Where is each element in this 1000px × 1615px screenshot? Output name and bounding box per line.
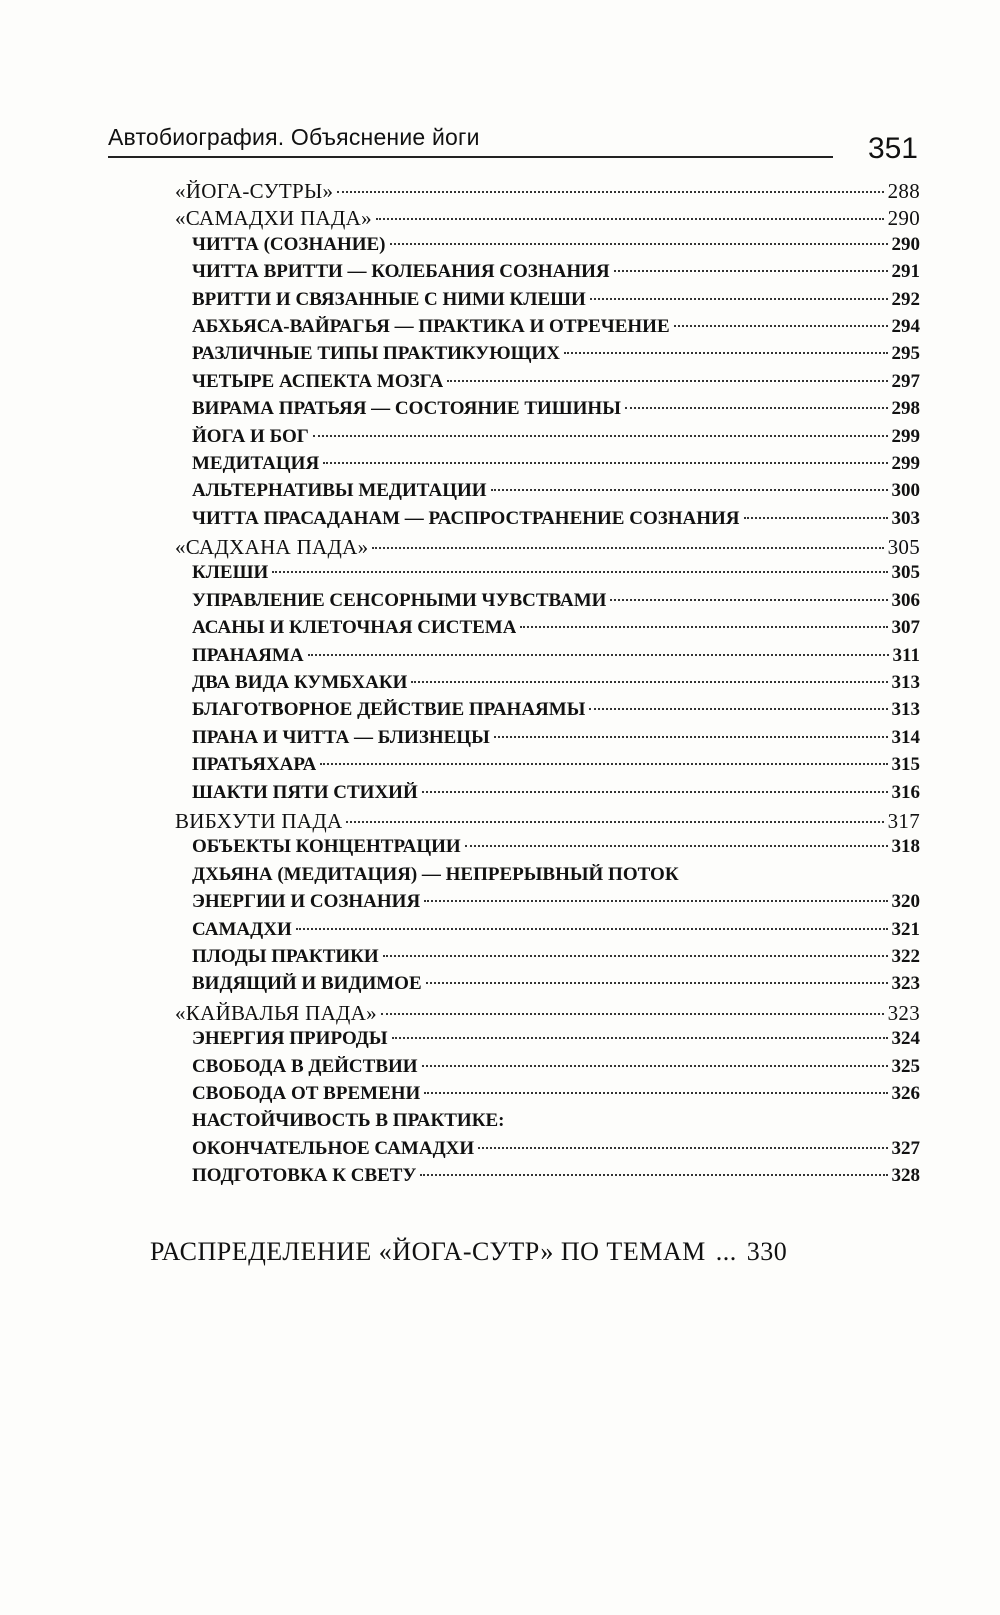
toc-entry	[175, 562, 920, 589]
toc-entry-page: 328	[891, 1165, 920, 1187]
toc-entry	[175, 1110, 920, 1137]
toc-entry-page: 290	[891, 233, 920, 255]
toc-entry	[175, 946, 920, 973]
header-rule	[108, 156, 833, 158]
toc-dot-leader	[372, 547, 883, 549]
toc-dot-leader	[390, 243, 888, 245]
toc-entry	[175, 617, 920, 644]
toc-dot-leader	[411, 681, 887, 683]
toc-entry-page: 306	[891, 589, 920, 611]
toc-entry-page: 311	[892, 644, 920, 666]
toc-final-entry-title: РАСПРЕДЕЛЕНИЕ «ЙОГА-СУТР» ПО ТЕМАМ	[150, 1237, 706, 1266]
toc-final-entry	[150, 1237, 920, 1267]
toc-entry	[175, 782, 920, 809]
toc-entry-page: 297	[891, 370, 920, 392]
toc-entry	[175, 289, 920, 316]
toc-dot-leader	[346, 821, 883, 823]
toc-entry-title: ПРАНА И ЧИТТА — БЛИЗНЕЦЫ	[192, 726, 490, 748]
toc-dot-leader	[426, 982, 888, 984]
toc-entry-title: ОБЪЕКТЫ КОНЦЕНТРАЦИИ	[192, 836, 461, 858]
toc-entry-page: 326	[891, 1082, 920, 1104]
toc-entry	[175, 508, 920, 535]
toc-entry-page: 318	[891, 836, 920, 858]
toc-final-entry-page: 330	[746, 1237, 788, 1266]
toc-entry	[175, 261, 920, 288]
toc-entry-title: ЧЕТЫРЕ АСПЕКТА МОЗГА	[192, 370, 444, 392]
toc-entry-title: НАСТОЙЧИВОСТЬ В ПРАКТИКЕ:	[192, 1110, 505, 1132]
toc-entry-page: 321	[891, 918, 920, 940]
toc-entry-title: «ЙОГА-СУТРЫ»	[175, 179, 334, 203]
toc-entry	[175, 836, 920, 863]
running-header-title: Автобиография. Объяснение йоги	[108, 124, 480, 150]
toc-entry	[175, 1028, 920, 1055]
toc-entry	[175, 919, 920, 946]
toc-entry-page: 295	[891, 343, 920, 365]
toc-entry-page: 317	[887, 808, 920, 833]
toc-dot-leader	[465, 845, 888, 847]
running-header	[108, 120, 918, 164]
toc-dot-leader	[422, 1065, 888, 1067]
toc-entry-title: ДВА ВИДА КУМБХАКИ	[192, 672, 408, 694]
toc-entry-page: 313	[891, 672, 920, 694]
toc-dot-leader	[320, 763, 887, 765]
toc-entry	[175, 480, 920, 507]
toc-entry-title: СВОБОДА В ДЕЙСТВИИ	[192, 1055, 418, 1077]
toc-entry-title: ПЛОДЫ ПРАКТИКИ	[192, 945, 379, 967]
toc-entry-page: 314	[891, 726, 920, 748]
toc-entry-title: РАЗЛИЧНЫЕ ТИПЫ ПРАКТИКУЮЩИХ	[192, 343, 560, 365]
toc-entry-title: ЧИТТА (СОЗНАНИЕ)	[192, 233, 386, 255]
toc-entry-title: МЕДИТАЦИЯ	[192, 452, 320, 474]
toc-entry-title: ПОДГОТОВКА К СВЕТУ	[192, 1165, 417, 1187]
toc-entry-title: АЛЬТЕРНАТИВЫ МЕДИТАЦИИ	[192, 480, 487, 502]
toc-dot-leader	[614, 270, 888, 272]
toc-dot-leader	[478, 1147, 887, 1149]
toc-entry	[175, 1056, 920, 1083]
toc-entry-title: БЛАГОТВОРНОЕ ДЕЙСТВИЕ ПРАНАЯМЫ	[192, 699, 586, 721]
toc-entry-title: «САМАДХИ ПАДА»	[175, 206, 372, 231]
toc-entry-page: 325	[891, 1055, 920, 1077]
toc-dot-leader	[610, 599, 887, 601]
toc-dot-leader	[447, 380, 887, 382]
toc-entry-title: ВИБХУТИ ПАДА	[175, 808, 343, 833]
page-number: 351	[867, 132, 918, 165]
toc-entry	[175, 1001, 920, 1028]
toc-final-entry-separator: ...	[715, 1237, 737, 1266]
toc-dot-leader	[376, 218, 884, 220]
toc-entry-title: ВИРАМА ПРАТЬЯЯ — СОСТОЯНИЕ ТИШИНЫ	[192, 398, 621, 420]
toc-entry	[175, 343, 920, 370]
toc-entry	[175, 316, 920, 343]
toc-entry-page: 299	[891, 452, 920, 474]
toc-entry-title: ОКОНЧАТЕЛЬНОЕ САМАДХИ	[192, 1137, 475, 1159]
toc-entry-title: ЭНЕРГИЯ ПРИРОДЫ	[192, 1028, 388, 1050]
toc-dot-leader	[424, 900, 887, 902]
toc-entry-title: «САДХАНА ПАДА»	[175, 535, 369, 560]
toc-entry-title: ВРИТТИ И СВЯЗАННЫЕ С НИМИ КЛЕШИ	[192, 288, 586, 310]
toc-entry	[175, 672, 920, 699]
toc-entry-title: «КАЙВАЛЬЯ ПАДА»	[175, 1000, 377, 1025]
toc-entry-page: 303	[891, 507, 920, 529]
toc-entry-page: 298	[891, 398, 920, 420]
toc-dot-leader	[422, 791, 888, 793]
toc-entry-title: КЛЕШИ	[192, 562, 269, 584]
toc-entry-title: ЧИТТА ВРИТТИ — КОЛЕБАНИЯ СОЗНАНИЯ	[192, 261, 610, 283]
toc-entry	[175, 973, 920, 1000]
toc-dot-leader	[381, 1013, 884, 1015]
toc-dot-leader	[392, 1037, 888, 1039]
toc-entry-title: ЭНЕРГИИ И СОЗНАНИЯ	[192, 891, 421, 913]
toc-dot-leader	[272, 571, 887, 573]
toc-entry	[175, 234, 920, 261]
toc-entry-page: 316	[891, 781, 920, 803]
toc-entry-page: 307	[891, 617, 920, 639]
toc-entry-title: АБХЬЯСА-ВАЙРАГЬЯ — ПРАКТИКА И ОТРЕЧЕНИЕ	[192, 315, 670, 337]
toc-dot-leader	[424, 1092, 887, 1094]
toc-entry	[175, 699, 920, 726]
toc-entry-page: 299	[891, 425, 920, 447]
toc-dot-leader	[491, 489, 888, 491]
toc-entry-title: ПРАНАЯМА	[192, 644, 304, 666]
toc-entry	[175, 590, 920, 617]
toc-entry-page: 292	[891, 288, 920, 310]
table-of-contents	[175, 179, 920, 1192]
toc-entry-title: САМАДХИ	[192, 918, 292, 940]
toc-entry-page: 291	[891, 261, 920, 283]
toc-entry-page: 305	[887, 535, 920, 560]
toc-entry-page: 305	[891, 562, 920, 584]
toc-entry-title: АСАНЫ И КЛЕТОЧНАЯ СИСТЕМА	[192, 617, 517, 639]
toc-entry-page: 315	[891, 754, 920, 776]
toc-entry	[175, 809, 920, 836]
toc-entry	[175, 206, 920, 233]
toc-entry-page: 323	[891, 973, 920, 995]
toc-entry-page: 294	[891, 315, 920, 337]
toc-entry	[175, 1165, 920, 1192]
toc-entry	[175, 864, 920, 891]
toc-entry-page: 327	[891, 1137, 920, 1159]
toc-entry-title: ЧИТТА ПРАСАДАНАМ — РАСПРОСТРАНЕНИЕ СОЗНАНИЯ	[192, 507, 740, 529]
toc-entry	[175, 891, 920, 918]
toc-entry-title: ЙОГА И БОГ	[192, 425, 309, 447]
toc-dot-leader	[590, 298, 888, 300]
toc-entry-page: 324	[891, 1028, 920, 1050]
toc-dot-leader	[296, 928, 888, 930]
toc-entry-title: УПРАВЛЕНИЕ СЕНСОРНЫМИ ЧУВСТВАМИ	[192, 589, 607, 611]
toc-entry-title: ШАКТИ ПЯТИ СТИХИЙ	[192, 781, 418, 803]
toc-entry-title: ПРАТЬЯХАРА	[192, 754, 317, 776]
toc-dot-leader	[383, 955, 888, 957]
toc-dot-leader	[313, 435, 888, 437]
toc-entry	[175, 398, 920, 425]
toc-entry	[175, 1138, 920, 1165]
toc-entry	[175, 453, 920, 480]
toc-entry-page: 300	[891, 480, 920, 502]
toc-entry-page: 323	[887, 1000, 920, 1025]
toc-dot-leader	[625, 407, 888, 409]
toc-entry-title: ДХЬЯНА (МЕДИТАЦИЯ) — НЕПРЕРЫВНЫЙ ПОТОК	[192, 863, 679, 885]
toc-entry-page: 313	[891, 699, 920, 721]
toc-dot-leader	[744, 517, 888, 519]
toc-entry	[175, 727, 920, 754]
toc-entry	[175, 179, 920, 206]
toc-entry	[175, 645, 920, 672]
toc-entry	[175, 754, 920, 781]
toc-entry	[175, 426, 920, 453]
toc-entry-title: СВОБОДА ОТ ВРЕМЕНИ	[192, 1082, 421, 1104]
toc-dot-leader	[589, 708, 887, 710]
toc-entry-page: 322	[891, 945, 920, 967]
toc-dot-leader	[308, 654, 889, 656]
toc-entry-page: 288	[887, 179, 920, 203]
toc-dot-leader	[323, 462, 887, 464]
toc-entry	[175, 371, 920, 398]
toc-dot-leader	[674, 325, 888, 327]
toc-dot-leader	[420, 1174, 887, 1176]
toc-dot-leader	[564, 352, 888, 354]
toc-entry-page: 290	[887, 206, 920, 231]
toc-dot-leader	[337, 191, 883, 193]
toc-entry	[175, 535, 920, 562]
toc-dot-leader	[520, 626, 887, 628]
toc-entry	[175, 1083, 920, 1110]
toc-dot-leader	[494, 736, 888, 738]
toc-entry-title: ВИДЯЩИЙ И ВИДИМОЕ	[192, 973, 422, 995]
toc-entry-page: 320	[891, 891, 920, 913]
